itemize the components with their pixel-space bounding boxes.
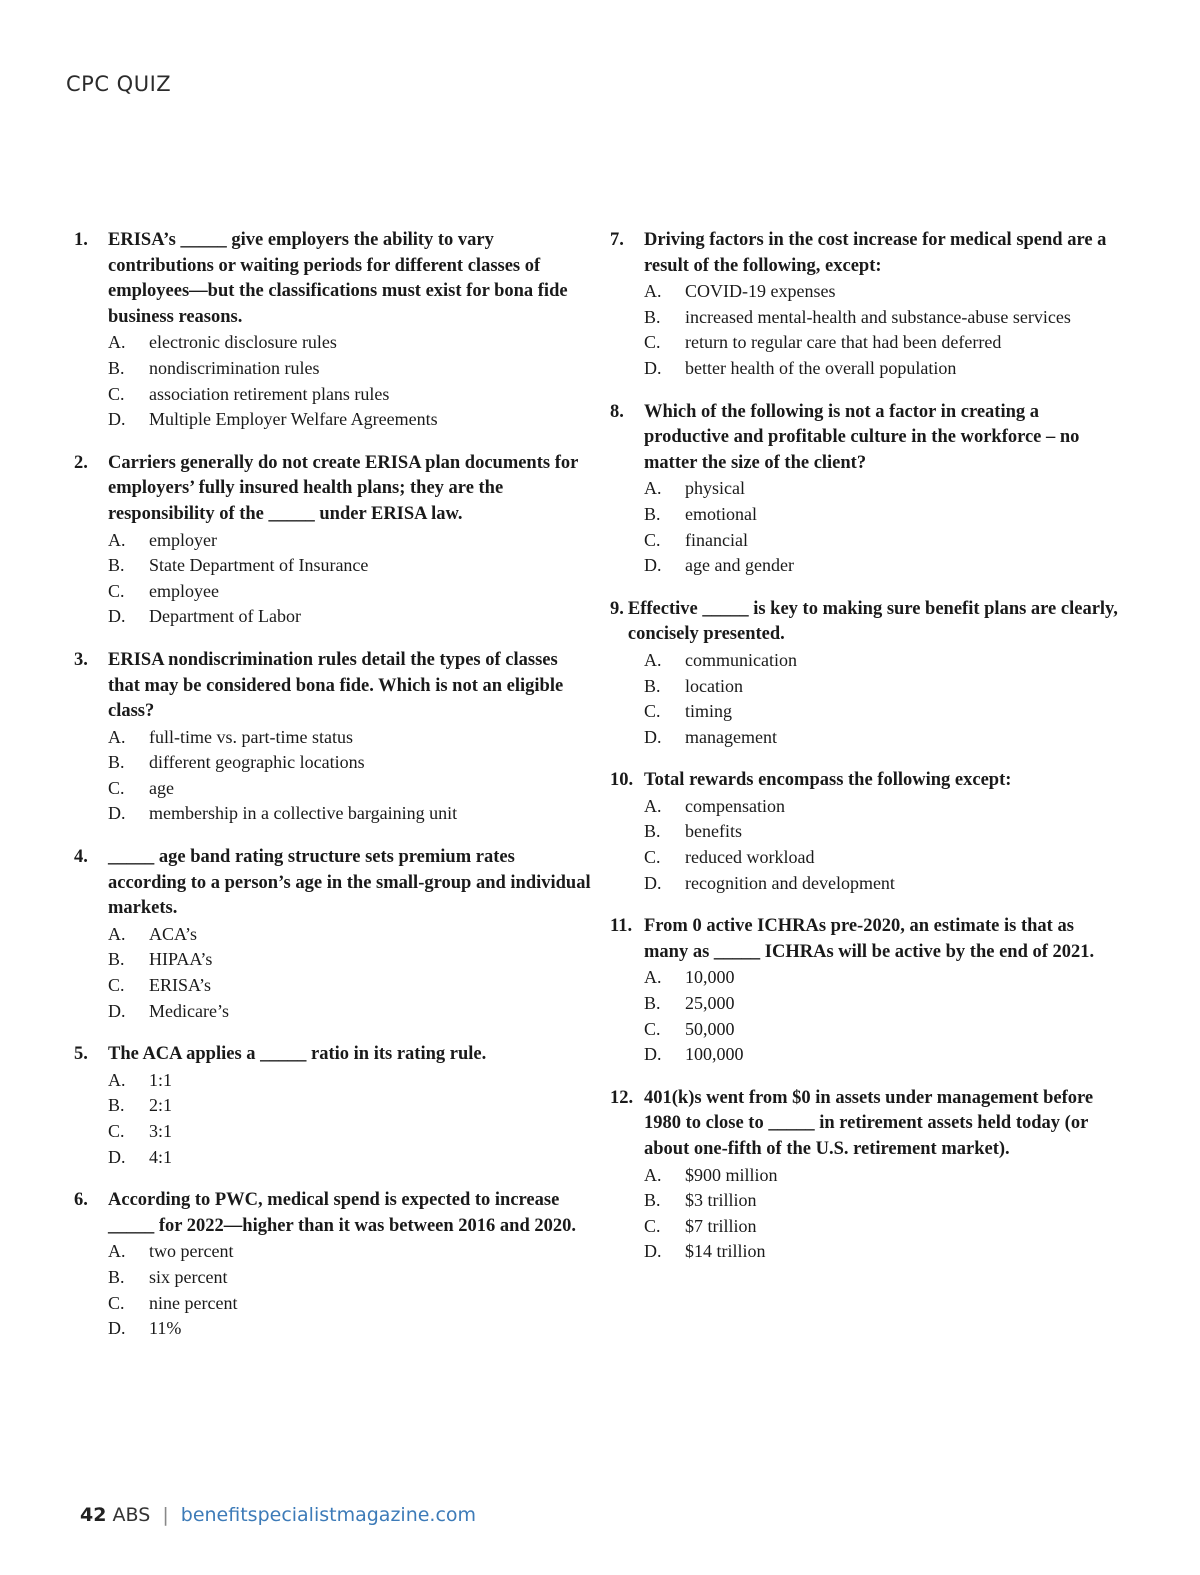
answer-option: B. 25,000: [644, 993, 735, 1014]
question: [74, 451, 594, 630]
question-number: 11.: [610, 916, 633, 937]
question-number: 4.: [74, 847, 88, 868]
answer-option: A. COVID-19 expenses: [644, 281, 836, 302]
magazine-url[interactable]: benefitspecialistmagazine.com: [180, 1504, 477, 1526]
answer-option: D. Multiple Employer Welfare Agreements: [108, 409, 438, 430]
question-text: ERISA’s _____ give employers the ability to vary contributions or waiting periods for different classes of employees—but the classifications must exist for bona fide business reasons.: [108, 230, 568, 327]
question: [610, 400, 1120, 579]
question-number: 6.: [74, 1190, 88, 1211]
question: [610, 768, 1120, 896]
question-text: Driving factors in the cost increase for medical spend are a result of the following, except:: [644, 230, 1107, 276]
page-number: 42: [80, 1504, 107, 1526]
answer-option: C. return to regular care that had been deferred: [644, 332, 1002, 353]
question: [610, 228, 1120, 382]
question-number: 5.: [74, 1044, 88, 1065]
question-number: 2.: [74, 452, 88, 473]
question-text: ERISA nondiscrimination rules detail the types of classes that may be considered bona fide. Which is not an eligible class?: [108, 649, 564, 722]
answer-option: C. 3:1: [108, 1121, 173, 1141]
answer-option: D. 100,000: [644, 1044, 744, 1065]
question-text: From 0 active ICHRAs pre-2020, an estimate is that as many as _____ ICHRAs will be active by the end of 2021.: [644, 916, 1095, 962]
question: [74, 228, 594, 433]
answer-option: D. 4:1: [108, 1146, 173, 1167]
answer-option: D. Department of Labor: [108, 606, 301, 627]
question-text: Total rewards encompass the following except:: [644, 770, 1012, 791]
answer-option: D. membership in a collective bargaining unit: [108, 803, 458, 824]
answer-option: A. two percent: [108, 1241, 234, 1262]
answer-option: D. better health of the overall population: [644, 357, 957, 378]
answer-option: B. 2:1: [108, 1095, 173, 1116]
answer-option: A. 1:1: [108, 1069, 173, 1090]
answer-option: B. increased mental-health and substance-abuse services: [644, 306, 1071, 327]
answer-option: B. $3 trillion: [644, 1190, 757, 1211]
question-number: 7.: [610, 230, 624, 250]
answer-option: C. $7 trillion: [644, 1215, 757, 1236]
page-header: CPC QUIZ: [66, 72, 172, 96]
answer-option: C. timing: [644, 701, 733, 722]
question-number: 10.: [610, 770, 634, 791]
answer-option: B. benefits: [644, 821, 742, 842]
answer-option: D. recognition and development: [644, 872, 895, 893]
question-text: _____ age band rating structure sets premium rates according to a person’s age in the small-group and individual markets.: [108, 847, 591, 919]
answer-option: B. six percent: [108, 1266, 228, 1287]
answer-option: C. financial: [644, 529, 748, 550]
answer-option: D. Medicare’s: [108, 1000, 229, 1021]
footer-separator: |: [162, 1504, 169, 1526]
answer-option: C. reduced workload: [644, 847, 815, 868]
answer-option: A. employer: [108, 529, 217, 550]
answer-option: B. emotional: [644, 503, 757, 524]
question-text: Carriers generally do not create ERISA plan documents for employers’ fully insured health plans; they are the responsibility of the _____ under ERISA law.: [108, 452, 578, 524]
answer-option: B. location: [644, 675, 743, 696]
question: [610, 597, 1120, 751]
question-number: 3.: [74, 649, 88, 670]
answer-option: A. compensation: [644, 795, 785, 816]
answer-option: A. $900 million: [644, 1164, 778, 1185]
right-column: [610, 228, 1120, 1283]
answer-option: D. 11%: [108, 1318, 182, 1339]
question-number: 12.: [610, 1087, 634, 1108]
answer-option: B. HIPAA’s: [108, 949, 213, 970]
answer-option: C. association retirement plans rules: [108, 383, 390, 404]
answer-option: B. different geographic locations: [108, 752, 365, 773]
answer-option: B. nondiscrimination rules: [108, 357, 320, 378]
answer-option: C. nine percent: [108, 1292, 238, 1313]
question: [610, 914, 1120, 1068]
answer-option: C. 50,000: [644, 1018, 735, 1039]
question-number: 1.: [74, 230, 88, 250]
answer-option: A. 10,000: [644, 967, 735, 988]
answer-option: A. physical: [644, 478, 745, 499]
answer-option: C. age: [108, 777, 174, 798]
answer-option: C. employee: [108, 580, 219, 601]
question-text: 401(k)s went from $0 in assets under management before 1980 to close to _____ in retirement assets held today (or about one-fifth of the U.S. retirement market).: [644, 1087, 1094, 1159]
question: [74, 1042, 594, 1170]
question-number: 8.: [610, 401, 624, 422]
question: [74, 648, 594, 827]
answer-option: B. State Department of Insurance: [108, 555, 369, 576]
question-text: The ACA applies a _____ ratio in its rating rule.: [108, 1044, 487, 1065]
publication-abbrev: ABS: [112, 1504, 151, 1526]
question-text: Effective _____ is key to making sure benefit plans are clearly, concisely presented.: [627, 598, 1118, 645]
answer-option: C. ERISA’s: [108, 975, 212, 996]
answer-option: A. ACA’s: [108, 923, 198, 944]
answer-option: D. age and gender: [644, 555, 794, 576]
question: [74, 1188, 594, 1342]
page-footer: [80, 1504, 476, 1526]
question-text: According to PWC, medical spend is expected to increase _____ for 2022—higher than it was between 2016 and 2020.: [108, 1190, 577, 1236]
question-number: 9.: [610, 598, 624, 619]
answer-option: D. $14 trillion: [644, 1241, 766, 1262]
left-column: [74, 228, 594, 1360]
answer-option: A. full-time vs. part-time status: [108, 726, 353, 747]
answer-option: A. electronic disclosure rules: [108, 332, 337, 353]
answer-option: A. communication: [644, 649, 797, 670]
question-text: Which of the following is not a factor in creating a productive and profitable culture in the workforce – no matter the size of the client?: [644, 401, 1080, 473]
question: [610, 1086, 1120, 1265]
question: [74, 845, 594, 1024]
answer-option: D. management: [644, 726, 777, 747]
